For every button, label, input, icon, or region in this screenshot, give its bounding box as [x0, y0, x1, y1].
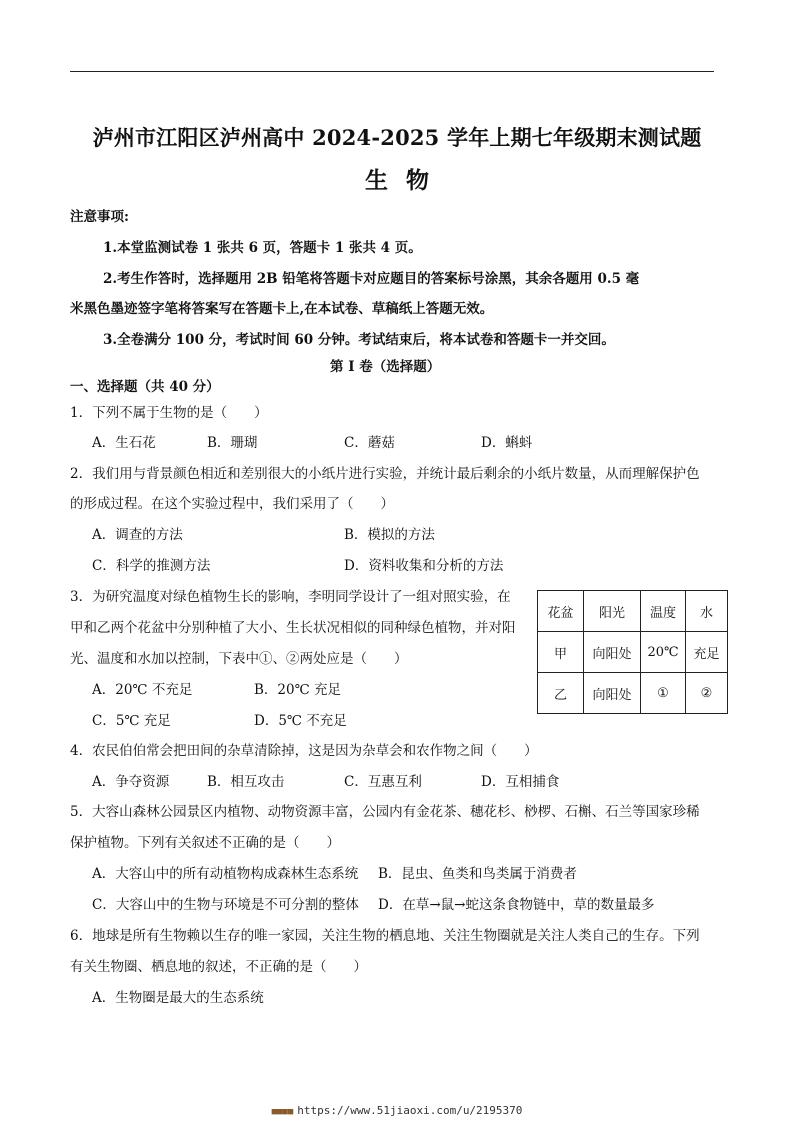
table-header-cell: 花盆	[538, 591, 584, 632]
table-header-cell: 温度	[641, 591, 686, 632]
question-2-option-d: D．资料收集和分析的方法	[344, 558, 504, 574]
table-cell: 充足	[686, 632, 728, 673]
question-4-stem: 4．农民伯伯常会把田间的杂草清除掉，这是因为杂草会和农作物之间（ ）	[70, 743, 538, 759]
table-cell: 向阳处	[584, 632, 641, 673]
exam-title: 泸州市江阳区泸州高中 2024-2025 学年上期七年级期末测试题	[92, 125, 702, 150]
table-row	[538, 673, 728, 714]
question-2-stem-line1: 2．我们用与背景颜色相近和差别很大的小纸片进行实验，并统计最后剩余的小纸片数量，从而理解保护色	[70, 466, 700, 482]
table-cell: 甲	[538, 632, 584, 673]
question-1-option-a: A．生石花	[92, 435, 156, 451]
question-6-stem-line2: 有关生物圈、栖息地的叙述，不正确的是（ ）	[70, 959, 367, 975]
table-row	[538, 632, 728, 673]
table-cell: 20℃	[641, 632, 686, 673]
note-item-1: 1.本堂监测试卷 1 张共 6 页，答题卡 1 张共 4 页。	[103, 240, 422, 256]
table-header-row	[538, 591, 728, 632]
question-5-option-c: C．大容山中的生物与环境是不可分割的整体	[92, 897, 359, 913]
question-3-stem-line3: 光、温度和水加以控制，下表中①、②两处应是（ ）	[70, 651, 408, 667]
question-1-option-d: D．蝌蚪	[481, 435, 533, 451]
note-item-2-cont: 米黑色墨迹签字笔将答案写在答题卡上,在本试卷、草稿纸上答题无效。	[70, 301, 494, 317]
question-3-option-a: A．20℃ 不充足	[92, 682, 193, 698]
table-cell: 向阳处	[584, 673, 641, 714]
question-1-option-c: C．蘑菇	[344, 435, 395, 451]
question-4-option-c: C．互惠互利	[344, 774, 422, 790]
question-2-option-c: C．科学的推测方法	[92, 558, 211, 574]
question-4-option-a: A．争夺资源	[92, 774, 170, 790]
table-cell: 乙	[538, 673, 584, 714]
question-3-option-b: B．20℃ 充足	[254, 682, 341, 698]
question-5-option-d: D．在草→鼠→蛇这条食物链中，草的数量最多	[378, 897, 655, 913]
note-item-2: 2.考生作答时，选择题用 2B 铅笔将答题卡对应题目的答案标号涂黑，其余各题用 0.5 毫	[103, 271, 640, 287]
table-cell: ②	[686, 673, 728, 714]
note-item-3: 3.全卷满分 100 分，考试时间 60 分钟。考试结束后，将本试卷和答题卡一并交回。	[103, 332, 615, 348]
question-5-option-a: A．大容山中的所有动植物构成森林生态系统	[92, 866, 359, 882]
question-6-stem-line1: 6．地球是所有生物赖以生存的唯一家园，关注生物的栖息地、关注生物圈就是关注人类自己的生存。下列	[70, 928, 700, 944]
part-heading: 一、选择题（共 40 分）	[70, 379, 220, 395]
question-6-option-a: A．生物圈是最大的生态系统	[92, 990, 264, 1006]
footer-url[interactable]: https://www.51jiaoxi.com/u/2195370	[297, 1104, 523, 1117]
notes-heading: 注意事项:	[70, 209, 129, 225]
table-header-cell: 阳光	[584, 591, 641, 632]
question-5-stem-line2: 保护植物。下列有关叙述不正确的是（ ）	[70, 835, 340, 851]
footer	[0, 1104, 794, 1117]
question-3-stem-line2: 甲和乙两个花盆中分别种植了大小、生长状况相似的同种绿色植物，并对阳	[70, 620, 516, 636]
question-1-option-b: B．珊瑚	[207, 435, 258, 451]
question-2-option-b: B．模拟的方法	[344, 527, 435, 543]
question-5-stem-line1: 5．大容山森林公园景区内植物、动物资源丰富，公园内有金花茶、穗花杉、桫椤、石槲、石兰等国家珍稀	[70, 804, 700, 820]
question-1-stem: 1．下列不属于生物的是（ ）	[70, 405, 268, 421]
volume-heading: 第 I 卷（选择题）	[330, 359, 441, 375]
question-3-table	[537, 590, 728, 714]
table-header-cell: 水	[686, 591, 728, 632]
top-rule	[70, 71, 714, 72]
question-5-option-b: B．昆虫、鱼类和鸟类属于消费者	[378, 866, 577, 882]
footer-logo: ■■■■	[271, 1107, 294, 1117]
question-2-option-a: A．调查的方法	[92, 527, 183, 543]
question-2-stem-line2: 的形成过程。在这个实验过程中，我们采用了（ ）	[70, 496, 394, 512]
table-cell: ①	[641, 673, 686, 714]
subject-title: 生物	[365, 167, 447, 194]
question-4-option-b: B．相互攻击	[207, 774, 285, 790]
question-3-option-d: D．5℃ 不充足	[254, 713, 347, 729]
question-3-option-c: C．5℃ 充足	[92, 713, 171, 729]
question-4-option-d: D．互相捕食	[481, 774, 560, 790]
question-3-stem-line1: 3．为研究温度对绿色植物生长的影响，李明同学设计了一组对照实验，在	[70, 589, 511, 605]
